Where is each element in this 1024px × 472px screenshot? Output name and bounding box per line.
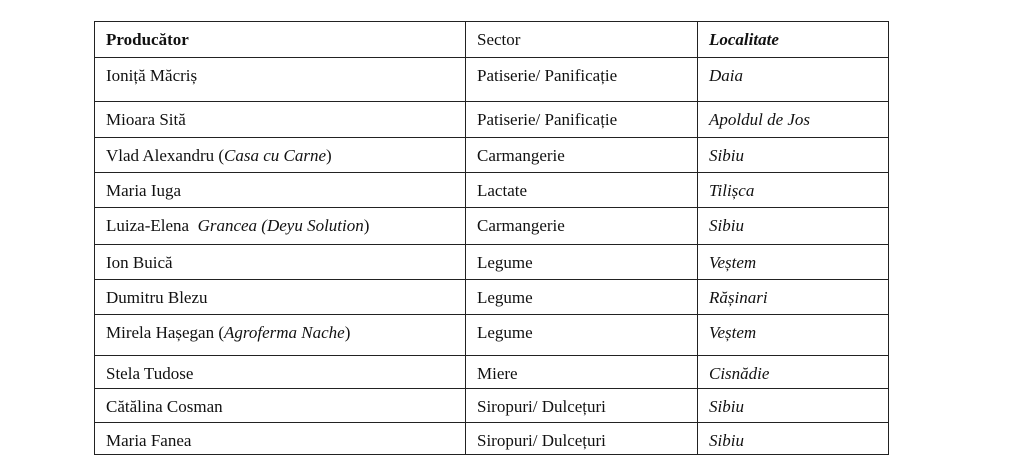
locality-cell: Rășinari: [698, 280, 889, 315]
producer-name: Mirela Hașegan: [106, 323, 215, 342]
table-row: [95, 138, 889, 173]
table-row: [95, 102, 889, 138]
sector-cell: Legume: [466, 315, 698, 356]
sector-cell: Carmangerie: [466, 138, 698, 173]
locality-cell: Sibiu: [698, 423, 889, 455]
sector-cell: Legume: [466, 280, 698, 315]
table-row: [95, 173, 889, 208]
header-cell-producer: Producător: [95, 22, 466, 58]
producer-cell: Cătălina Cosman: [95, 389, 466, 423]
producer-name: Vlad Alexandru: [106, 146, 215, 165]
producer-cell: Ioniță Măcriș: [95, 58, 466, 102]
header-cell-sector: Sector: [466, 22, 698, 58]
producer-cell: Ion Buică: [95, 245, 466, 280]
producer-cell: Maria Fanea: [95, 423, 466, 455]
locality-cell: Veștem: [698, 245, 889, 280]
producers-table: [94, 21, 889, 455]
locality-cell: Daia: [698, 58, 889, 102]
sector-cell: Carmangerie: [466, 208, 698, 245]
producer-cell: Vlad Alexandru (Casa cu Carne): [95, 138, 466, 173]
locality-cell: Sibiu: [698, 389, 889, 423]
sector-cell: Lactate: [466, 173, 698, 208]
producer-cell: Mirela Hașegan (Agroferma Nache): [95, 315, 466, 356]
producer-cell: Maria Iuga: [95, 173, 466, 208]
table-row: [95, 208, 889, 245]
table-row: [95, 245, 889, 280]
sector-cell: Patiserie/ Panificație: [466, 58, 698, 102]
table-header-row: [95, 22, 889, 58]
sector-cell: Legume: [466, 245, 698, 280]
producer-cell: Stela Tudose: [95, 356, 466, 389]
producer-cell: Luiza-Elena Grancea (Deyu Solution): [95, 208, 466, 245]
producer-company: Agroferma Nache: [224, 323, 345, 342]
producer-cell: Mioara Sită: [95, 102, 466, 138]
locality-cell: Sibiu: [698, 138, 889, 173]
table-row: [95, 356, 889, 389]
locality-cell: Veștem: [698, 315, 889, 356]
locality-cell: Apoldul de Jos: [698, 102, 889, 138]
producer-company: Grancea (Deyu Solution: [197, 216, 364, 235]
producer-company: Casa cu Carne: [224, 146, 327, 165]
sector-cell: Siropuri/ Dulcețuri: [466, 423, 698, 455]
table-row: [95, 58, 889, 102]
locality-cell: Cisnădie: [698, 356, 889, 389]
locality-cell: Sibiu: [698, 208, 889, 245]
producer-name: Luiza-Elena: [106, 216, 190, 235]
sector-cell: Siropuri/ Dulcețuri: [466, 389, 698, 423]
header-cell-locality: Localitate: [698, 22, 889, 58]
locality-cell: Tilișca: [698, 173, 889, 208]
table-row: [95, 423, 889, 455]
producer-cell: Dumitru Blezu: [95, 280, 466, 315]
table-row: [95, 389, 889, 423]
sector-cell: Patiserie/ Panificație: [466, 102, 698, 138]
sector-cell: Miere: [466, 356, 698, 389]
table-row: [95, 315, 889, 356]
table-row: [95, 280, 889, 315]
